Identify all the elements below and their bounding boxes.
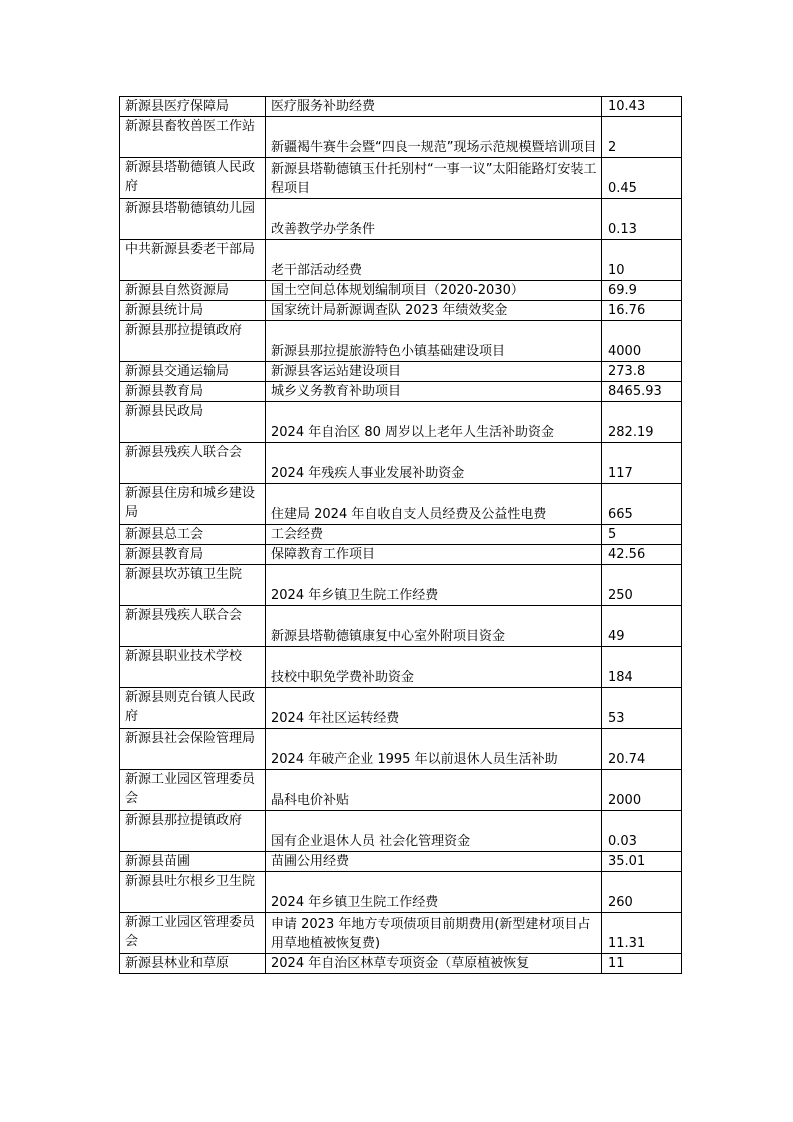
project-cell: 老干部活动经费 <box>266 240 602 281</box>
amount-cell: 250 <box>602 565 682 606</box>
unit-cell: 新源县教育局 <box>120 382 266 402</box>
table-row <box>120 872 682 913</box>
project-cell: 新源县客运站建设项目 <box>266 362 602 382</box>
unit-cell: 新源县民政局 <box>120 402 266 443</box>
table-row <box>120 382 682 402</box>
project-cell: 2024 年乡镇卫生院工作经费 <box>266 565 602 606</box>
project-cell: 2024 年自治区林草专项资金（草原植被恢复 <box>266 954 602 974</box>
table-row <box>120 647 682 688</box>
table-row <box>120 852 682 872</box>
project-cell: 国家统计局新源调查队 2023 年绩效奖金 <box>266 301 602 321</box>
project-cell: 2024 年社区运转经费 <box>266 688 602 729</box>
amount-cell: 260 <box>602 872 682 913</box>
project-cell: 国土空间总体规划编制项目（2020-2030） <box>266 281 602 301</box>
budget-table-body <box>120 97 682 974</box>
amount-cell: 53 <box>602 688 682 729</box>
amount-cell: 282.19 <box>602 402 682 443</box>
project-cell: 2024 年残疾人事业发展补助资金 <box>266 443 602 484</box>
amount-cell: 5 <box>602 525 682 545</box>
amount-cell: 0.45 <box>602 158 682 199</box>
amount-cell: 20.74 <box>602 729 682 770</box>
unit-cell: 新源县总工会 <box>120 525 266 545</box>
project-cell: 国有企业退休人员 社会化管理资金 <box>266 811 602 852</box>
project-cell: 保障教育工作项目 <box>266 545 602 565</box>
table-row <box>120 402 682 443</box>
amount-cell: 8465.93 <box>602 382 682 402</box>
amount-cell: 11.31 <box>602 913 682 954</box>
project-cell: 苗圃公用经费 <box>266 852 602 872</box>
budget-table <box>119 96 682 974</box>
table-row <box>120 954 682 974</box>
unit-cell: 新源县职业技术学校 <box>120 647 266 688</box>
project-cell: 新源县塔勒德镇康复中心室外附项目资金 <box>266 606 602 647</box>
amount-cell: 10 <box>602 240 682 281</box>
project-cell: 新源县那拉提旅游特色小镇基础建设项目 <box>266 321 602 362</box>
unit-cell: 中共新源县委老干部局 <box>120 240 266 281</box>
table-row <box>120 565 682 606</box>
table-row <box>120 443 682 484</box>
table-row <box>120 688 682 729</box>
amount-cell: 665 <box>602 484 682 525</box>
unit-cell: 新源县教育局 <box>120 545 266 565</box>
unit-cell: 新源县畜牧兽医工作站 <box>120 117 266 158</box>
amount-cell: 117 <box>602 443 682 484</box>
unit-cell: 新源县吐尔根乡卫生院 <box>120 872 266 913</box>
table-row <box>120 545 682 565</box>
unit-cell: 新源县统计局 <box>120 301 266 321</box>
amount-cell: 42.56 <box>602 545 682 565</box>
amount-cell: 10.43 <box>602 97 682 117</box>
unit-cell: 新源县社会保险管理局 <box>120 729 266 770</box>
project-cell: 2024 年自治区 80 周岁以上老年人生活补助资金 <box>266 402 602 443</box>
amount-cell: 4000 <box>602 321 682 362</box>
table-row <box>120 729 682 770</box>
amount-cell: 2 <box>602 117 682 158</box>
project-cell: 技校中职免学费补助资金 <box>266 647 602 688</box>
table-row <box>120 913 682 954</box>
table-row <box>120 97 682 117</box>
unit-cell: 新源县林业和草原 <box>120 954 266 974</box>
table-row <box>120 525 682 545</box>
project-cell: 申请 2023 年地方专项债项目前期费用(新型建材项目占用草地植被恢复费) <box>266 913 602 954</box>
project-cell: 改善教学办学条件 <box>266 199 602 240</box>
unit-cell: 新源工业园区管理委员会 <box>120 770 266 811</box>
project-cell: 工会经费 <box>266 525 602 545</box>
unit-cell: 新源县住房和城乡建设局 <box>120 484 266 525</box>
table-row <box>120 281 682 301</box>
project-cell: 城乡义务教育补助项目 <box>266 382 602 402</box>
unit-cell: 新源县坎苏镇卫生院 <box>120 565 266 606</box>
amount-cell: 11 <box>602 954 682 974</box>
project-cell: 晶科电价补贴 <box>266 770 602 811</box>
table-row <box>120 301 682 321</box>
unit-cell: 新源县则克台镇人民政府 <box>120 688 266 729</box>
amount-cell: 184 <box>602 647 682 688</box>
project-cell: 医疗服务补助经费 <box>266 97 602 117</box>
table-row <box>120 484 682 525</box>
table-row <box>120 811 682 852</box>
unit-cell: 新源县那拉提镇政府 <box>120 811 266 852</box>
amount-cell: 69.9 <box>602 281 682 301</box>
amount-cell: 0.13 <box>602 199 682 240</box>
amount-cell: 16.76 <box>602 301 682 321</box>
table-row <box>120 606 682 647</box>
unit-cell: 新源县塔勒德镇幼儿园 <box>120 199 266 240</box>
unit-cell: 新源县苗圃 <box>120 852 266 872</box>
table-row <box>120 321 682 362</box>
unit-cell: 新源县残疾人联合会 <box>120 443 266 484</box>
table-row <box>120 158 682 199</box>
unit-cell: 新源县自然资源局 <box>120 281 266 301</box>
table-row <box>120 362 682 382</box>
project-cell: 新源县塔勒德镇玉什托别村“一事一议”太阳能路灯安装工程项目 <box>266 158 602 199</box>
unit-cell: 新源县塔勒德镇人民政府 <box>120 158 266 199</box>
table-row <box>120 199 682 240</box>
project-cell: 新疆褐牛赛牛会暨“四良一规范”现场示范规模暨培训项目 <box>266 117 602 158</box>
amount-cell: 0.03 <box>602 811 682 852</box>
unit-cell: 新源县残疾人联合会 <box>120 606 266 647</box>
unit-cell: 新源县医疗保障局 <box>120 97 266 117</box>
amount-cell: 273.8 <box>602 362 682 382</box>
unit-cell: 新源县那拉提镇政府 <box>120 321 266 362</box>
project-cell: 住建局 2024 年自收自支人员经费及公益性电费 <box>266 484 602 525</box>
amount-cell: 49 <box>602 606 682 647</box>
unit-cell: 新源县交通运输局 <box>120 362 266 382</box>
project-cell: 2024 年破产企业 1995 年以前退休人员生活补助 <box>266 729 602 770</box>
amount-cell: 2000 <box>602 770 682 811</box>
unit-cell: 新源工业园区管理委员会 <box>120 913 266 954</box>
table-row <box>120 117 682 158</box>
table-row <box>120 240 682 281</box>
project-cell: 2024 年乡镇卫生院工作经费 <box>266 872 602 913</box>
table-row <box>120 770 682 811</box>
amount-cell: 35.01 <box>602 852 682 872</box>
